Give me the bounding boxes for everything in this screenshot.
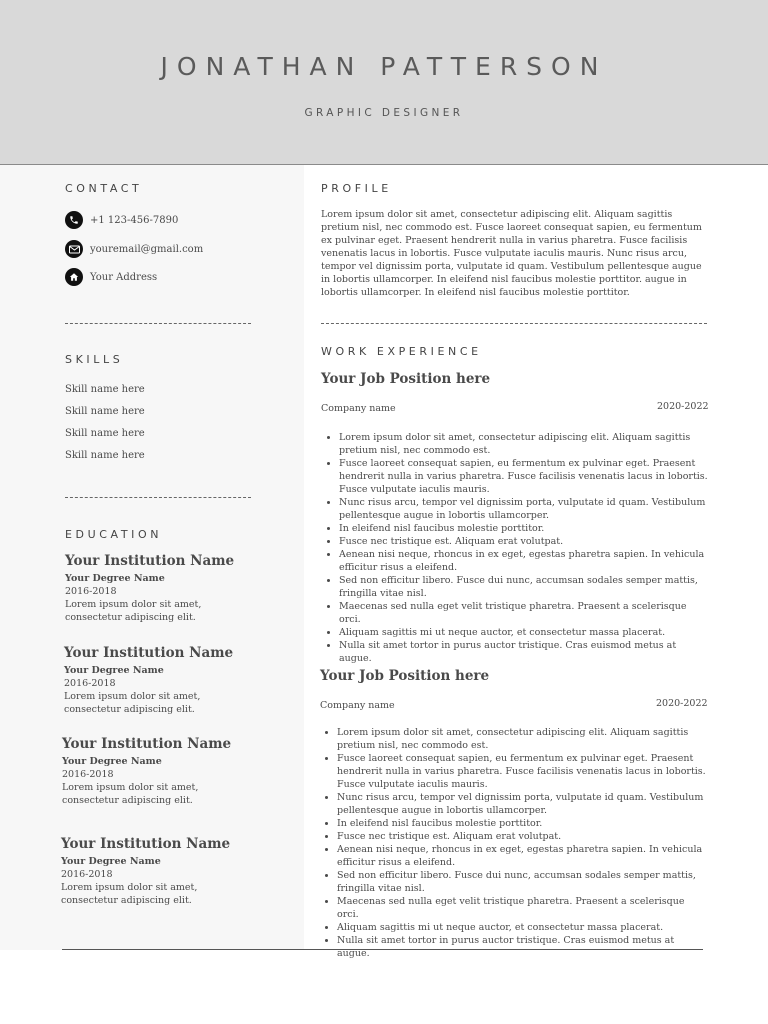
job-bullet: • Aenean nisi neque, rhoncus in ex eget, egestas pharetra sapien. In vehicula efficitur risus a eleifend. <box>337 843 707 869</box>
job-bullet: • In eleifend nisl faucibus molestie porttitor. <box>339 522 709 535</box>
contact-address <box>65 268 157 286</box>
job-bullets <box>319 726 707 960</box>
institution-name: Your Institution Name <box>65 553 235 569</box>
education-entry <box>61 836 241 907</box>
job-bullet: • Lorem ipsum dolor sit amet, consectetur adipiscing elit. Aliquam sagittis pretium nisl, nec commodo est. <box>337 726 707 752</box>
company-name: Company name <box>321 403 396 414</box>
institution-name: Your Institution Name <box>64 645 234 661</box>
job-bullet: • Fusce nec tristique est. Aliquam erat volutpat. <box>337 830 707 843</box>
sidebar-divider <box>65 323 251 324</box>
education-description: Lorem ipsum dolor sit amet, consectetur adipiscing elit. <box>64 691 201 715</box>
contact-heading: CONTACT <box>65 182 143 195</box>
skill-item: Skill name here <box>65 450 145 461</box>
job-position: Your Job Position here <box>321 371 491 387</box>
education-entry <box>65 553 245 624</box>
email-text: youremail@gmail.com <box>90 243 204 255</box>
job-bullet: • Fusce laoreet consequat sapien, eu fermentum ex pulvinar eget. Praesent hendrerit nulla in varius pharetra. Fusce facilisis venenatis lacus in lobortis. Fusce vulputate iaculis mauris. <box>339 457 709 496</box>
resume-header <box>0 0 768 165</box>
job-dates: 2020-2022 <box>657 401 709 412</box>
work-heading: WORK EXPERIENCE <box>321 345 482 358</box>
education-entry <box>62 736 242 807</box>
main-divider <box>321 323 707 324</box>
job-bullet: • Fusce laoreet consequat sapien, eu fermentum ex pulvinar eget. Praesent hendrerit nulla in varius pharetra. Fusce facilisis venenatis lacus in lobortis. Fusce vulputate iaculis mauris. <box>337 752 707 791</box>
education-description: Lorem ipsum dolor sit amet, consectetur adipiscing elit. <box>62 782 199 806</box>
skills-heading: SKILLS <box>65 353 124 366</box>
profile-text: Lorem ipsum dolor sit amet, consectetur adipiscing elit. Aliquam sagittis pretium nisl, nec commodo est. Fusce laoreet consequat sapien, eu fermentum ex pulvinar eget. Praesent hendrerit nulla in varius pharetra. Fusce facilisis venenatis lacus in lobortis. Fusce vulputate iaculis mauris. Nunc risus arcu, tempor vel dignissim porta, vulputate id quam. Vestibulum pellentesque augue in lobortis ullamcorper. In eleifend nisl faucibus molestie porttitor. augue in lobortis ullamcorper. In eleifend nisl faucibus molestie porttitor. <box>321 209 702 298</box>
job-bullet: • Aenean nisi neque, rhoncus in ex eget, egestas pharetra sapien. In vehicula efficitur risus a eleifend. <box>339 548 709 574</box>
job-bullet: • Maecenas sed nulla eget velit tristique pharetra. Praesent a scelerisque orci. <box>337 895 707 921</box>
education-description: Lorem ipsum dolor sit amet, consectetur adipiscing elit. <box>61 882 198 906</box>
job-bullet: • Aliquam sagittis mi ut neque auctor, et consectetur massa placerat. <box>339 626 709 639</box>
phone-text: +1 123-456-7890 <box>90 214 179 226</box>
education-years: 2016-2018 <box>62 769 114 780</box>
job-position: Your Job Position here <box>320 668 490 684</box>
profile-heading: PROFILE <box>321 182 392 195</box>
job-bullet: • Nulla sit amet tortor in purus auctor tristique. Cras euismod metus at augue. <box>339 639 709 665</box>
home-icon <box>65 268 83 286</box>
contact-email <box>65 240 203 258</box>
job-bullet: • Sed non efficitur libero. Fusce dui nunc, accumsan sodales semper mattis, fringilla vitae nisl. <box>339 574 709 600</box>
job-bullet: • Nunc risus arcu, tempor vel dignissim porta, vulputate id quam. Vestibulum pellentesque augue in lobortis ullamcorper. <box>339 496 709 522</box>
institution-name: Your Institution Name <box>61 836 231 852</box>
job-bullet: • Sed non efficitur libero. Fusce dui nunc, accumsan sodales semper mattis, fringilla vitae nisl. <box>337 869 707 895</box>
job-dates: 2020-2022 <box>656 698 708 709</box>
degree-name: Your Degree Name <box>62 756 162 767</box>
job-bullet: • Fusce nec tristique est. Aliquam erat volutpat. <box>339 535 709 548</box>
job-bullets <box>321 431 709 665</box>
phone-icon <box>65 211 83 229</box>
job-bullet: • Maecenas sed nulla eget velit tristique pharetra. Praesent a scelerisque orci. <box>339 600 709 626</box>
job-bullet: • In eleifend nisl faucibus molestie porttitor. <box>337 817 707 830</box>
degree-name: Your Degree Name <box>65 573 165 584</box>
education-years: 2016-2018 <box>61 869 113 880</box>
education-years: 2016-2018 <box>64 678 116 689</box>
education-years: 2016-2018 <box>65 586 117 597</box>
degree-name: Your Degree Name <box>61 856 161 867</box>
degree-name: Your Degree Name <box>64 665 164 676</box>
institution-name: Your Institution Name <box>62 736 232 752</box>
address-text: Your Address <box>90 271 158 283</box>
person-name: JONATHAN PATTERSON <box>160 52 608 81</box>
job-bullet: • Nunc risus arcu, tempor vel dignissim porta, vulputate id quam. Vestibulum pellentesque augue in lobortis ullamcorper. <box>337 791 707 817</box>
education-description: Lorem ipsum dolor sit amet, consectetur adipiscing elit. <box>65 599 202 623</box>
skill-item: Skill name here <box>65 406 145 417</box>
education-heading: EDUCATION <box>65 528 163 541</box>
skill-item: Skill name here <box>65 428 145 439</box>
job-bullet: • Nulla sit amet tortor in purus auctor tristique. Cras euismod metus at augue. <box>337 934 707 960</box>
job-bullet: • Lorem ipsum dolor sit amet, consectetur adipiscing elit. Aliquam sagittis pretium nisl, nec commodo est. <box>339 431 709 457</box>
job-bullet: • Aliquam sagittis mi ut neque auctor, et consectetur massa placerat. <box>337 921 707 934</box>
job-role: GRAPHIC DESIGNER <box>304 107 464 119</box>
contact-phone <box>65 211 178 229</box>
skill-item: Skill name here <box>65 384 145 395</box>
sidebar-divider <box>65 497 251 498</box>
email-icon <box>65 240 83 258</box>
company-name: Company name <box>320 700 395 711</box>
bottom-rule <box>62 949 703 950</box>
education-entry <box>64 645 244 716</box>
